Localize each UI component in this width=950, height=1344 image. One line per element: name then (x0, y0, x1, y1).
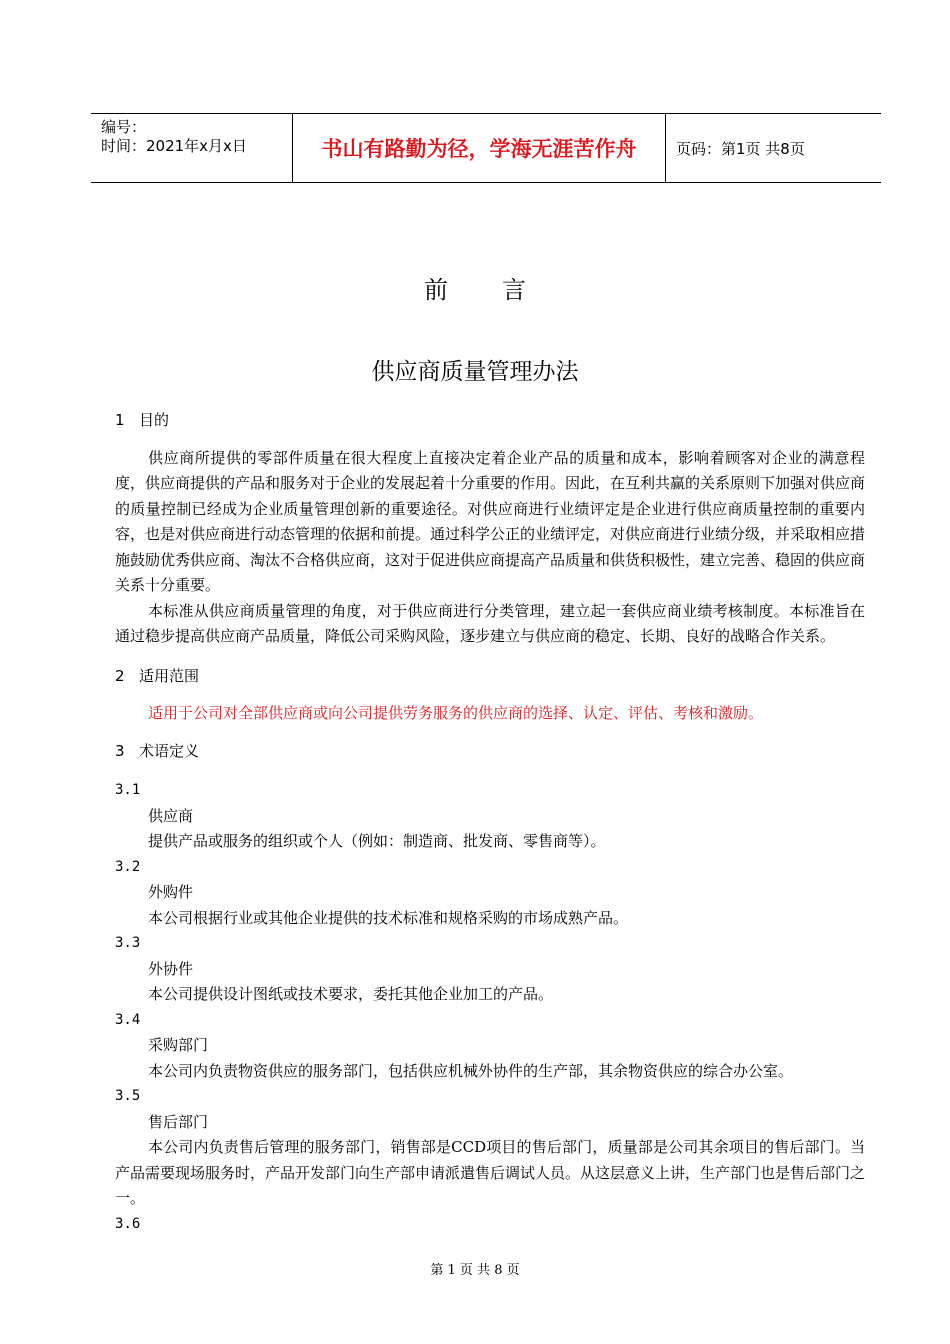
section-number: 3 (115, 741, 125, 760)
document-body (115, 406, 865, 1237)
document-time: 时间：2021年x月x日 (101, 137, 247, 155)
definition-term: 外协件 (148, 959, 194, 978)
section-heading-purpose (115, 408, 865, 434)
header-page-info: 页码：第1页 共8页 (676, 139, 805, 158)
definition-description: 本公司提供设计图纸或技术要求，委托其他企业加工的产品。 (148, 985, 554, 1003)
header-motto: 书山有路勤为径，学海无涯苦作舟 (293, 114, 666, 182)
definition-term: 外购件 (148, 883, 194, 901)
definition-number: 3.5 (115, 1088, 141, 1104)
header-left-cell (91, 114, 293, 182)
definition-term: 采购部门 (148, 1036, 209, 1054)
definition-description: 提供产品或服务的组织或个人（例如：制造商、批发商、零售商等）。 (148, 832, 606, 850)
definition-number: 3.6 (115, 1215, 141, 1232)
scope-text: 适用于公司对全部供应商或向公司提供劳务服务的供应商的选择、认定、评估、考核和激励。 (148, 704, 764, 722)
header-table (91, 113, 881, 183)
section-heading-scope (115, 664, 865, 690)
section-title: 术语定义 (139, 741, 200, 760)
definition-term: 售后部门 (148, 1112, 209, 1131)
section-title: 目的 (139, 411, 170, 429)
definition-term: 供应商 (148, 806, 194, 825)
section-number: 2 (115, 666, 125, 685)
document-number-label: 编号： (101, 118, 147, 136)
definition-description: 本公司内负责物资供应的服务部门，包括供应机械外协件的生产部，其余物资供应的综合办公室。 (148, 1061, 794, 1080)
page-title: 前言 (424, 276, 580, 304)
page-footer: 第 1 页 共 8 页 (430, 1263, 520, 1278)
section-number: 1 (115, 411, 125, 429)
purpose-paragraph-1: 供应商所提供的零部件质量在很大程度上直接决定着企业产品的质量和成本，影响着顾客对企业的满意程度，供应商提供的产品和服务对于企业的发展起着十分重要的作用。因此，在互利共赢的关系原则下加强对供应商的质量控制已经成为企业质量管理创新的重要途径。对供应商进行业绩评定是企业进行供应商质量控制的重要内容，也是对供应商进行动态管理的依据和前提。通过科学公正的业绩评定，对供应商进行业绩分级，并采取相应措施鼓励优秀供应商、淘汰不合格供应商，这对于促进供应商提高产品质量和供货积极性，建立完善、稳固的供应商关系十分重要。 (115, 448, 866, 594)
definition-number: 3.4 (115, 1011, 141, 1028)
section-heading-definitions (115, 739, 865, 765)
definition-number: 3.1 (115, 782, 141, 798)
purpose-paragraph-2: 本标准从供应商质量管理的角度，对于供应商进行分类管理，建立起一套供应商业绩考核制度。本标准旨在通过稳步提高供应商产品质量，降低公司采购风险，逐步建立与供应商的稳定、长期、良好的战略合作关系。 (115, 601, 865, 645)
definition-number: 3.3 (115, 935, 141, 951)
definition-description: 本公司根据行业或其他企业提供的技术标准和规格采购的市场成熟产品。 (148, 908, 629, 927)
document-subtitle: 供应商质量管理办法 (371, 359, 579, 385)
definition-number: 3.2 (115, 858, 141, 875)
definition-description: 本公司内负责售后管理的服务部门，销售部是CCD项目的售后部门，质量部是公司其余项目的售后部门。当产品需要现场服务时，产品开发部门向生产部申请派遣售后调试人员。从这层意义上讲，生产部门也是售后部门之一。 (115, 1138, 866, 1207)
section-title: 适用范围 (139, 666, 200, 685)
